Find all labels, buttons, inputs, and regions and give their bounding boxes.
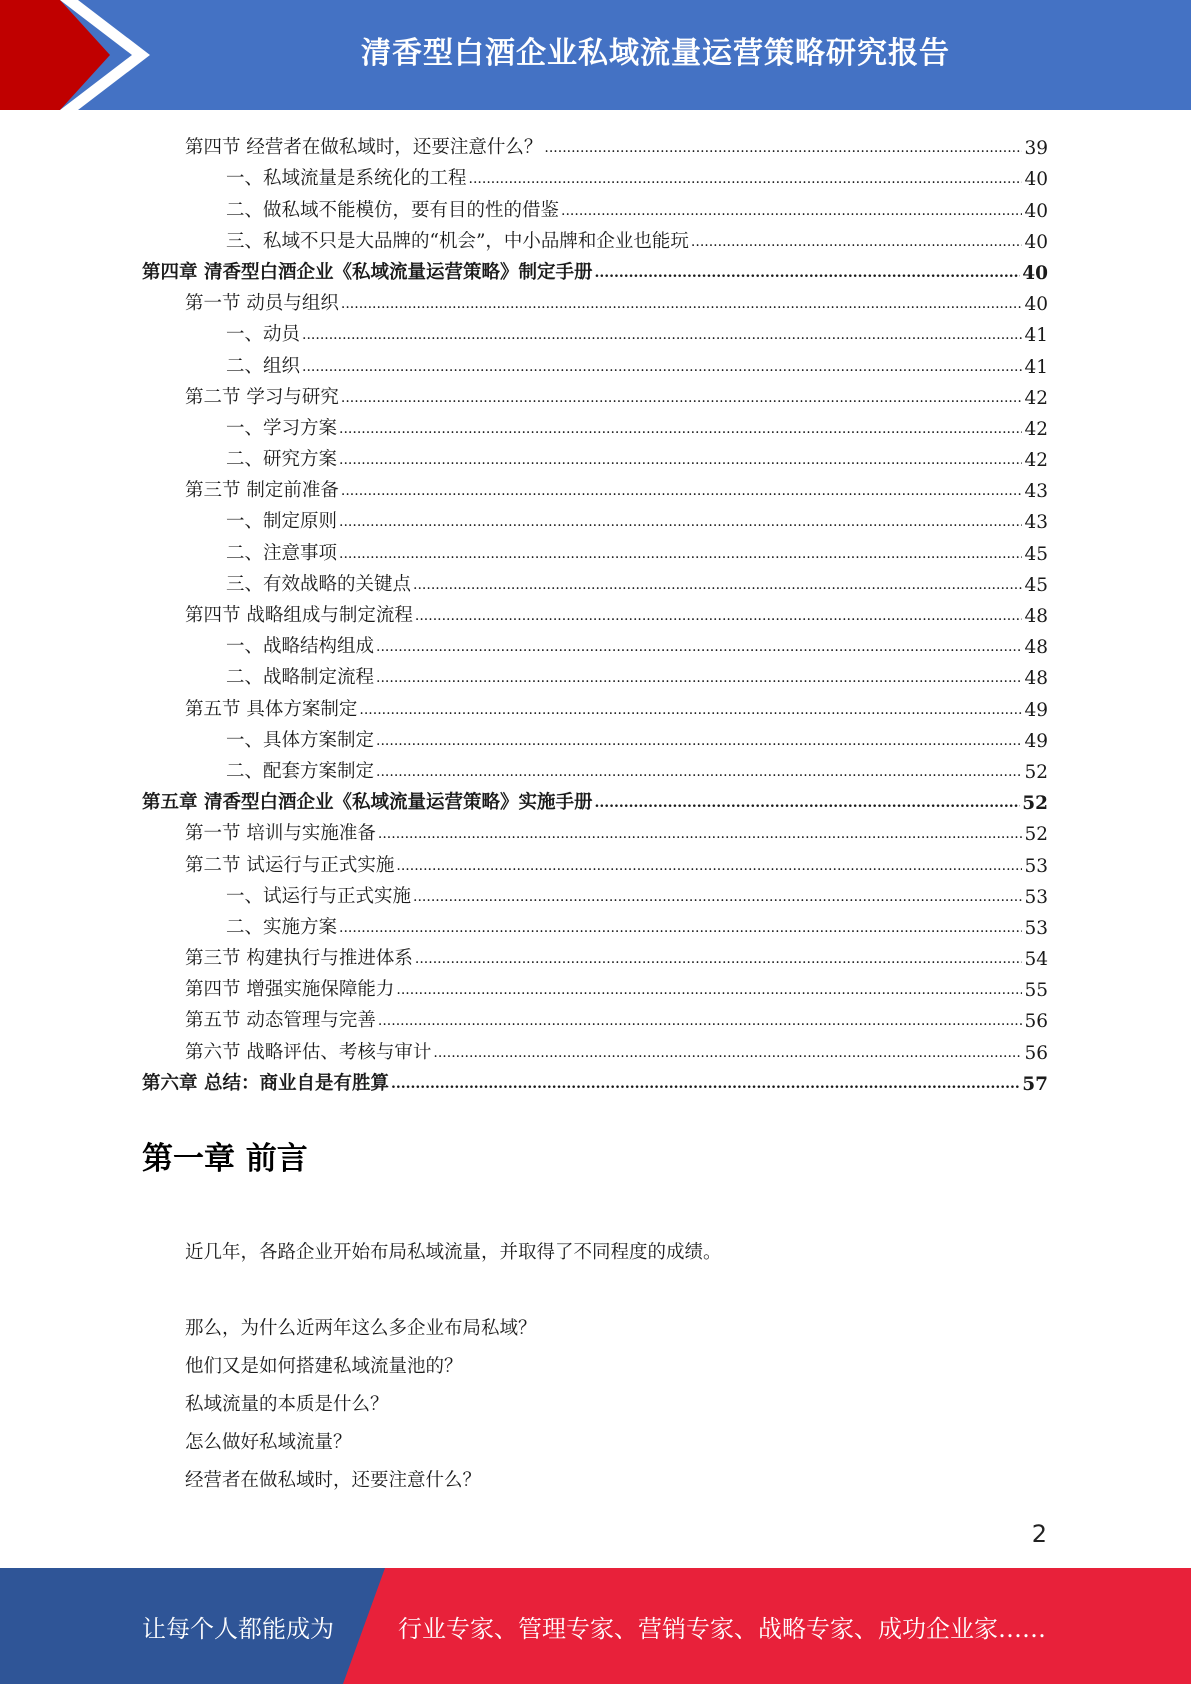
toc-section-entry[interactable] <box>142 128 1048 159</box>
toc-page-number: 45 <box>1024 574 1048 596</box>
toc-page-number: 40 <box>1024 231 1048 253</box>
toc-leader-dots <box>376 640 1022 658</box>
toc-page-number: 42 <box>1024 387 1048 409</box>
toc-page-number: 43 <box>1024 481 1048 503</box>
toc-entry-title: 第四节 经营者在做私域时，还要注意什么？ <box>185 137 543 159</box>
toc-subsection-entry[interactable] <box>142 565 1048 596</box>
toc-leader-dots <box>378 1014 1023 1032</box>
toc-leader-dots <box>415 952 1023 970</box>
toc-entry-title: 二、战略制定流程 <box>226 667 375 689</box>
toc-leader-dots <box>378 827 1023 845</box>
toc-page-number: 41 <box>1024 356 1048 378</box>
toc-page-number: 40 <box>1024 294 1048 316</box>
paragraph-question: 那么，为什么近两年这么多企业布局私域？ <box>185 1318 537 1339</box>
footer-slogan-left: 让每个人都能成为 <box>142 1614 334 1643</box>
toc-section-entry[interactable] <box>142 471 1048 502</box>
toc-leader-dots <box>396 859 1022 877</box>
toc-page-number: 39 <box>1024 138 1048 160</box>
toc-entry-title: 第四节 增强实施保障能力 <box>185 979 395 1001</box>
toc-leader-dots <box>396 983 1022 1001</box>
paragraph-intro: 近几年，各路企业开始布局私域流量，并取得了不同程度的成绩。 <box>185 1242 722 1263</box>
toc-subsection-entry[interactable] <box>142 409 1048 440</box>
toc-section-entry[interactable] <box>142 596 1048 627</box>
toc-entry-title: 二、研究方案 <box>226 449 338 471</box>
toc-page-number: 52 <box>1024 761 1048 783</box>
toc-page-number: 40 <box>1024 200 1048 222</box>
toc-subsection-entry[interactable] <box>142 908 1048 939</box>
toc-leader-dots <box>341 484 1023 502</box>
table-of-contents <box>142 128 1048 1095</box>
toc-subsection-entry[interactable] <box>142 190 1048 221</box>
toc-leader-dots <box>339 547 1022 565</box>
toc-leader-dots <box>302 360 1022 378</box>
toc-leader-dots <box>339 921 1022 939</box>
toc-subsection-entry[interactable] <box>142 658 1048 689</box>
toc-entry-title: 第二节 学习与研究 <box>185 386 339 408</box>
toc-entry-title: 一、动员 <box>226 324 301 346</box>
toc-entry-title: 第四节 战略组成与制定流程 <box>185 605 413 626</box>
toc-section-entry[interactable] <box>142 939 1048 970</box>
toc-entry-title: 第三节 构建执行与推进体系 <box>185 948 413 970</box>
footer-band <box>0 1568 1191 1684</box>
toc-entry-title: 第三节 制定前准备 <box>185 480 339 502</box>
toc-entry-title: 一、学习方案 <box>226 417 338 439</box>
toc-page-number: 53 <box>1024 886 1048 908</box>
toc-entry-title: 第一节 动员与组织 <box>185 293 339 315</box>
toc-leader-dots <box>594 266 1020 284</box>
toc-leader-dots <box>302 328 1022 346</box>
toc-page-number: 56 <box>1024 1042 1048 1064</box>
header-arrow-graphic <box>0 0 160 110</box>
toc-entry-title: 第五节 动态管理与完善 <box>185 1010 376 1032</box>
toc-leader-dots <box>469 172 1023 190</box>
toc-entry-title: 一、具体方案制定 <box>226 729 375 751</box>
toc-leader-dots <box>359 703 1022 721</box>
toc-chapter-entry[interactable] <box>142 253 1048 284</box>
toc-entry-title: 三、私域不只是大品牌的“机会”，中小品牌和企业也能玩 <box>226 230 689 252</box>
toc-entry-title: 二、配套方案制定 <box>226 760 375 782</box>
paragraph-question: 他们又是如何搭建私域流量池的？ <box>185 1356 463 1377</box>
toc-leader-dots <box>339 422 1022 440</box>
document-title: 清香型白酒企业私域流量运营策略研究报告 <box>361 36 950 71</box>
toc-subsection-entry[interactable] <box>142 752 1048 783</box>
toc-section-entry[interactable] <box>142 1001 1048 1032</box>
toc-leader-dots <box>339 453 1022 471</box>
toc-page-number: 55 <box>1024 980 1048 1002</box>
toc-leader-dots <box>341 297 1023 315</box>
toc-entry-title: 三、有效战略的关键点 <box>226 573 412 595</box>
toc-chapter-entry[interactable] <box>142 1064 1048 1095</box>
toc-page-number: 48 <box>1024 606 1048 627</box>
toc-subsection-entry[interactable] <box>142 440 1048 471</box>
toc-leader-dots <box>376 671 1022 689</box>
page-number: 2 <box>1031 1520 1047 1548</box>
toc-entry-title: 一、战略结构组成 <box>226 636 375 658</box>
chapter-title: 第一章 前言 <box>142 1141 308 1177</box>
toc-page-number: 41 <box>1024 325 1048 347</box>
toc-subsection-entry[interactable] <box>142 159 1048 190</box>
toc-page-number: 54 <box>1024 949 1048 971</box>
toc-entry-title: 第六章 总结：商业自是有胜算 <box>142 1072 389 1094</box>
toc-section-entry[interactable] <box>142 284 1048 315</box>
toc-entry-title: 第四章 清香型白酒企业《私域流量运营策略》制定手册 <box>142 261 593 283</box>
toc-page-number: 48 <box>1024 637 1048 659</box>
toc-page-number: 40 <box>1022 262 1048 284</box>
toc-subsection-entry[interactable] <box>142 502 1048 533</box>
toc-leader-dots <box>376 765 1022 783</box>
toc-leader-dots <box>341 391 1023 409</box>
toc-leader-dots <box>561 204 1022 222</box>
toc-subsection-entry[interactable] <box>142 877 1048 908</box>
toc-leader-dots <box>376 734 1022 752</box>
toc-subsection-entry[interactable] <box>142 346 1048 377</box>
toc-subsection-entry[interactable] <box>142 721 1048 752</box>
toc-page-number: 57 <box>1022 1073 1048 1095</box>
toc-section-entry[interactable] <box>142 814 1048 845</box>
toc-page-number: 40 <box>1024 169 1048 191</box>
toc-entry-title: 第二节 试运行与正式实施 <box>185 854 395 876</box>
paragraph-question: 私域流量的本质是什么？ <box>185 1394 389 1415</box>
toc-entry-title: 二、做私域不能模仿，要有目的性的借鉴 <box>226 199 560 221</box>
toc-page-number: 53 <box>1024 917 1048 939</box>
toc-page-number: 56 <box>1024 1011 1048 1033</box>
toc-leader-dots <box>413 578 1022 596</box>
toc-leader-dots <box>339 515 1022 533</box>
toc-page-number: 42 <box>1024 418 1048 440</box>
toc-entry-title: 第六节 战略评估、考核与审计 <box>185 1041 432 1063</box>
toc-entry-title: 二、注意事项 <box>226 542 338 564</box>
toc-entry-title: 二、实施方案 <box>226 916 338 938</box>
paragraph-question: 经营者在做私域时，还要注意什么？ <box>185 1470 482 1491</box>
toc-page-number: 53 <box>1024 855 1048 877</box>
footer-slogan-right: 行业专家、管理专家、营销专家、战略专家、成功企业家…… <box>398 1614 1046 1643</box>
toc-entry-title: 第五节 具体方案制定 <box>185 698 358 720</box>
toc-leader-dots <box>433 1046 1022 1064</box>
toc-subsection-entry[interactable] <box>142 627 1048 658</box>
toc-page-number: 49 <box>1024 699 1048 721</box>
paragraph-question: 怎么做好私域流量？ <box>185 1432 352 1453</box>
toc-leader-dots <box>691 235 1023 253</box>
toc-subsection-entry[interactable] <box>142 222 1048 253</box>
toc-page-number: 52 <box>1022 793 1048 815</box>
toc-section-entry[interactable] <box>142 689 1048 720</box>
toc-leader-dots <box>391 1077 1020 1095</box>
toc-section-entry[interactable] <box>142 845 1048 876</box>
toc-chapter-entry[interactable] <box>142 783 1048 814</box>
toc-entry-title: 一、试运行与正式实施 <box>226 885 412 907</box>
toc-page-number: 52 <box>1024 824 1048 846</box>
toc-subsection-entry[interactable] <box>142 533 1048 564</box>
toc-page-number: 49 <box>1024 730 1048 752</box>
toc-subsection-entry[interactable] <box>142 315 1048 346</box>
toc-entry-title: 二、组织 <box>226 355 301 377</box>
toc-entry-title: 第一节 培训与实施准备 <box>185 823 376 845</box>
toc-page-number: 48 <box>1024 668 1048 690</box>
toc-section-entry[interactable] <box>142 970 1048 1001</box>
toc-leader-dots <box>594 796 1020 814</box>
toc-section-entry[interactable] <box>142 1032 1048 1063</box>
header-band <box>0 0 1191 110</box>
toc-entry-title: 第五章 清香型白酒企业《私域流量运营策略》实施手册 <box>142 792 593 814</box>
toc-page-number: 42 <box>1024 450 1048 472</box>
toc-entry-title: 一、制定原则 <box>226 511 338 533</box>
toc-section-entry[interactable] <box>142 378 1048 409</box>
toc-leader-dots <box>415 609 1023 627</box>
toc-entry-title: 一、私域流量是系统化的工程 <box>226 168 467 190</box>
toc-page-number: 45 <box>1024 543 1048 565</box>
toc-leader-dots <box>413 890 1022 908</box>
toc-page-number: 43 <box>1024 512 1048 534</box>
toc-leader-dots <box>544 141 1022 159</box>
